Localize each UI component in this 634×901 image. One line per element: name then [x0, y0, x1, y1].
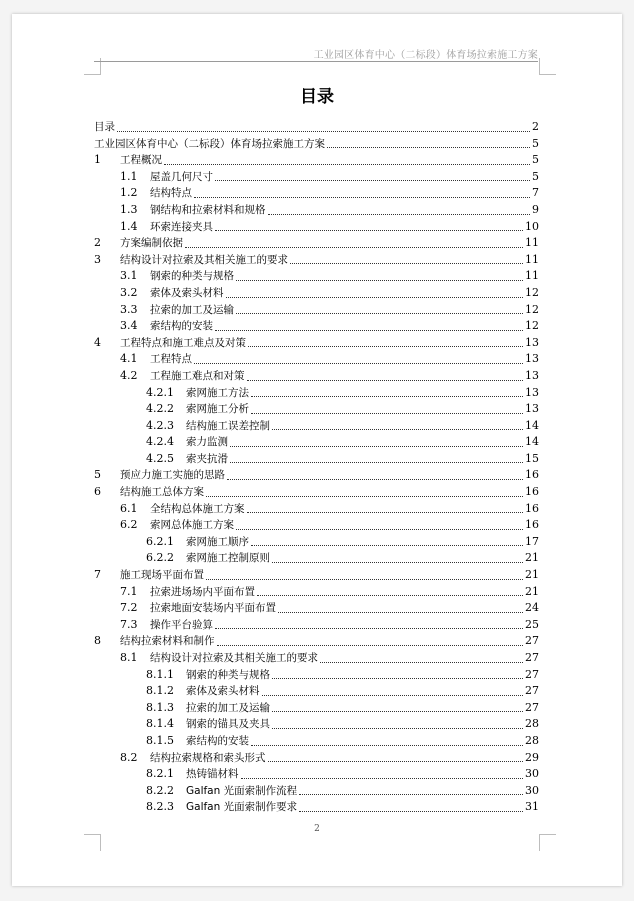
toc-entry-page: 5 — [532, 153, 539, 167]
toc-entry[interactable] — [94, 517, 539, 534]
toc-dot-leader — [320, 662, 523, 663]
toc-dot-leader — [206, 579, 523, 580]
toc-entry-label: 索网总体施工方案 — [150, 519, 234, 532]
toc-entry-label: 操作平台验算 — [150, 618, 213, 631]
toc-entry-label: 工程特点和施工难点及对策 — [120, 336, 246, 349]
toc-entry-page: 13 — [525, 385, 539, 399]
toc-entry-label: 工程特点 — [150, 353, 192, 366]
toc-dot-leader — [247, 380, 524, 381]
toc-entry-label: 钢索的种类与规格 — [186, 668, 270, 681]
toc-dot-leader — [248, 346, 523, 347]
toc-dot-leader — [215, 628, 523, 629]
toc-entry[interactable] — [94, 501, 539, 518]
toc-entry[interactable] — [94, 667, 539, 684]
toc-entry-number: 1 — [94, 153, 101, 167]
toc-entry-page: 21 — [525, 551, 539, 565]
toc-entry-page: 16 — [525, 501, 539, 515]
toc-dot-leader — [194, 363, 523, 364]
crop-mark-top-right — [539, 58, 556, 75]
toc-entry-label: 索网施工分析 — [186, 403, 249, 416]
toc-entry[interactable] — [94, 119, 539, 136]
toc-entry[interactable] — [94, 750, 539, 767]
toc-entry-page: 25 — [525, 617, 539, 631]
toc-entry-label: 屋盖几何尺寸 — [150, 170, 213, 183]
toc-entry-page: 30 — [525, 767, 539, 781]
toc-entry-label: Galfan 光面索制作流程 — [186, 784, 298, 797]
toc-entry-number: 6 — [94, 485, 101, 499]
toc-entry-label: 索体及索头材料 — [150, 286, 224, 299]
toc-entry-number: 3.2 — [120, 285, 138, 299]
toc-entry-label: 结构特点 — [150, 187, 192, 200]
toc-entry[interactable] — [94, 202, 539, 219]
toc-entry-page: 17 — [525, 534, 539, 548]
toc-entry-page: 27 — [525, 700, 539, 714]
toc-entry[interactable] — [94, 600, 539, 617]
toc-dot-leader — [327, 147, 530, 148]
crop-mark-bottom-right — [539, 834, 556, 851]
toc-entry-number: 8.1.3 — [146, 700, 174, 714]
toc-dot-leader — [251, 545, 523, 546]
toc-entry-label: 结构施工总体方案 — [120, 486, 204, 499]
toc-dot-leader — [247, 512, 524, 513]
toc-entry-page: 10 — [525, 219, 539, 233]
toc-title: 目录 — [300, 87, 334, 107]
toc-entry-page: 9 — [532, 202, 539, 216]
toc-dot-leader — [206, 496, 523, 497]
toc-dot-leader — [299, 811, 523, 812]
toc-dot-leader — [251, 413, 523, 414]
toc-dot-leader — [257, 595, 523, 596]
toc-entry-number: 1.1 — [120, 169, 138, 183]
toc-entry-page: 31 — [525, 800, 539, 814]
toc-dot-leader — [251, 745, 523, 746]
toc-entry-number: 8.1.5 — [146, 733, 174, 747]
toc-entry-page: 28 — [525, 733, 539, 747]
toc-dot-leader — [164, 164, 530, 165]
toc-entry-label: 索网施工控制原则 — [186, 552, 270, 565]
toc-entry-label: 索夹抗滑 — [186, 452, 228, 465]
toc-entry-label: 结构拉索规格和索头形式 — [150, 751, 266, 764]
toc-entry-page: 16 — [525, 518, 539, 532]
toc-entry-label: 工程概况 — [120, 154, 162, 167]
toc-entry[interactable] — [94, 252, 539, 269]
toc-dot-leader — [236, 529, 523, 530]
toc-entry[interactable] — [94, 584, 539, 601]
toc-entry[interactable] — [94, 169, 539, 186]
toc-entry-number: 4.2.4 — [146, 435, 174, 449]
toc-entry-number: 8 — [94, 634, 101, 648]
toc-entry-label: 结构施工误差控制 — [186, 419, 270, 432]
toc-entry-label: 结构设计对拉索及其相关施工的要求 — [150, 652, 318, 664]
toc-entry-number: 6.2.1 — [146, 534, 174, 548]
toc-entry-page: 21 — [525, 568, 539, 582]
toc-entry-page: 11 — [525, 252, 539, 266]
toc-entry-label: 热铸锚材料 — [186, 768, 239, 781]
toc-dot-leader — [278, 612, 523, 613]
toc-entry[interactable] — [94, 633, 539, 650]
toc-entry-number: 8.1 — [120, 651, 138, 664]
toc-dot-leader — [272, 429, 523, 430]
toc-entry-label: 施工现场平面布置 — [120, 569, 204, 582]
toc-dot-leader — [194, 197, 530, 198]
toc-entry-page: 14 — [525, 435, 539, 449]
toc-entry[interactable] — [94, 351, 539, 368]
toc-entry-page: 27 — [525, 684, 539, 698]
toc-entry-page: 12 — [525, 319, 539, 333]
toc-dot-leader — [241, 778, 524, 779]
toc-dot-leader — [215, 230, 523, 231]
toc-dot-leader — [230, 462, 523, 463]
toc-entry[interactable] — [94, 534, 539, 551]
toc-entry-number: 1.3 — [120, 202, 138, 216]
toc-entry-page: 13 — [525, 368, 539, 382]
toc-entry-label: 工程施工难点和对策 — [150, 369, 245, 382]
toc-entry-page: 11 — [525, 269, 539, 283]
toc-entry-page: 13 — [525, 402, 539, 416]
toc-entry[interactable] — [94, 434, 539, 451]
toc-entry[interactable] — [94, 484, 539, 501]
toc-entry-number: 6.2 — [120, 518, 138, 532]
toc-entry-label: 全结构总体施工方案 — [150, 502, 245, 515]
toc-entry[interactable] — [94, 285, 539, 302]
toc-entry-label: 拉索的加工及运输 — [186, 701, 270, 714]
toc-entry[interactable] — [94, 550, 539, 567]
toc-entry-page: 27 — [525, 651, 539, 664]
toc-dot-leader — [226, 297, 524, 298]
toc-entry-label: Galfan 光面索制作要求 — [186, 801, 298, 814]
toc-entry-number: 4.2.1 — [146, 385, 174, 399]
toc-entry-page: 12 — [525, 285, 539, 299]
toc-dot-leader — [268, 214, 531, 215]
toc-dot-leader — [230, 446, 523, 447]
toc-entry-number: 7.1 — [120, 584, 138, 598]
toc-entry-number: 4.2 — [120, 368, 138, 382]
toc-entry[interactable] — [94, 418, 539, 435]
toc-entry-label: 拉索地面安装场内平面布置 — [150, 602, 276, 615]
toc-entry-number: 4.2.5 — [146, 451, 174, 465]
toc-entry-page: 5 — [532, 169, 539, 183]
toc-dot-leader — [251, 396, 523, 397]
toc-entry-number: 3.4 — [120, 319, 138, 333]
toc-entry[interactable] — [94, 451, 539, 468]
toc-dot-leader — [217, 645, 524, 646]
toc-entry-label: 索结构的安装 — [150, 320, 213, 333]
header-rule — [94, 61, 538, 62]
toc-entry-number: 8.1.1 — [146, 667, 174, 681]
toc-entry-label: 钢结构和拉索材料和规格 — [150, 203, 266, 216]
toc-entry-page: 13 — [525, 352, 539, 366]
toc-entry[interactable] — [94, 335, 539, 352]
toc-entry-page: 5 — [532, 136, 539, 150]
toc-entry-page: 28 — [525, 717, 539, 731]
toc-entry[interactable] — [94, 368, 539, 385]
toc-entry[interactable] — [94, 185, 539, 202]
toc-entry-number: 4.2.2 — [146, 402, 174, 416]
toc-entry[interactable] — [94, 799, 539, 816]
toc-entry[interactable] — [94, 385, 539, 402]
toc-entry-page: 15 — [525, 451, 539, 465]
page-number: 2 — [314, 824, 320, 834]
toc-entry[interactable] — [94, 302, 539, 319]
toc-entry-number: 8.2.3 — [146, 800, 174, 814]
toc-entry-page: 27 — [525, 667, 539, 681]
toc-entry-label: 钢索的锚具及夹具 — [186, 718, 270, 731]
table-of-contents — [94, 119, 539, 816]
toc-dot-leader — [272, 711, 523, 712]
toc-entry-number: 4 — [94, 335, 101, 349]
toc-entry[interactable] — [94, 401, 539, 418]
toc-entry-label: 结构设计对拉索及其相关施工的要求 — [120, 253, 288, 266]
toc-entry[interactable] — [94, 235, 539, 252]
toc-entry-number: 1.2 — [120, 186, 138, 200]
toc-entry-number: 8.2.2 — [146, 783, 174, 797]
toc-entry-number: 3.3 — [120, 302, 138, 316]
toc-entry-number: 8.2.1 — [146, 767, 174, 781]
toc-entry-label: 预应力施工实施的思路 — [120, 469, 225, 482]
toc-entry-number: 1.4 — [120, 219, 138, 233]
toc-dot-leader — [290, 263, 523, 264]
toc-entry-label: 拉索进场场内平面布置 — [150, 585, 255, 598]
toc-entry-page: 14 — [525, 418, 539, 432]
toc-entry[interactable] — [94, 318, 539, 335]
toc-entry-page: 13 — [525, 335, 539, 349]
toc-entry-label: 拉索的加工及运输 — [150, 303, 234, 316]
crop-mark-bottom-left — [84, 834, 101, 851]
toc-entry-page: 16 — [525, 485, 539, 499]
toc-entry-label: 索网施工方法 — [186, 386, 249, 399]
toc-dot-leader — [272, 678, 523, 679]
toc-entry-number: 4.2.3 — [146, 418, 174, 432]
toc-dot-leader — [117, 131, 530, 132]
toc-entry[interactable] — [94, 152, 539, 169]
toc-entry-label: 结构拉索材料和制作 — [120, 635, 215, 648]
toc-entry-number: 8.1.4 — [146, 717, 174, 731]
toc-entry[interactable] — [94, 783, 539, 800]
toc-entry[interactable] — [94, 716, 539, 733]
toc-entry-page: 29 — [525, 750, 539, 764]
toc-entry[interactable] — [94, 617, 539, 634]
toc-dot-leader — [185, 247, 523, 248]
toc-entry[interactable] — [94, 268, 539, 285]
toc-entry-number: 7 — [94, 568, 101, 582]
toc-entry[interactable] — [94, 733, 539, 750]
toc-entry-label: 索结构的安装 — [186, 734, 249, 747]
toc-entry-number: 6.1 — [120, 501, 138, 515]
toc-dot-leader — [268, 761, 524, 762]
toc-entry-label: 目录 — [94, 121, 115, 133]
toc-entry-page: 24 — [525, 601, 539, 615]
toc-entry-page: 30 — [525, 783, 539, 797]
toc-entry-label: 索力监测 — [186, 436, 228, 449]
toc-entry-number: 5 — [94, 468, 101, 482]
toc-dot-leader — [236, 313, 523, 314]
toc-entry-label: 环索连接夹具 — [150, 220, 213, 233]
toc-entry[interactable] — [94, 683, 539, 700]
toc-entry-number: 3.1 — [120, 269, 138, 283]
toc-dot-leader — [272, 562, 523, 563]
toc-entry-label: 索网施工顺序 — [186, 535, 249, 548]
toc-entry[interactable] — [94, 567, 539, 584]
toc-dot-leader — [262, 695, 524, 696]
toc-entry[interactable] — [94, 700, 539, 717]
toc-entry-page: 12 — [525, 302, 539, 316]
toc-dot-leader — [215, 180, 530, 181]
toc-entry-number: 8.1.2 — [146, 684, 174, 698]
toc-entry-number: 6.2.2 — [146, 551, 174, 565]
toc-dot-leader — [227, 479, 523, 480]
toc-dot-leader — [236, 280, 523, 281]
toc-dot-leader — [299, 794, 523, 795]
toc-entry-number: 7.2 — [120, 601, 138, 615]
toc-entry-page: 11 — [525, 236, 539, 250]
toc-entry-page: 7 — [532, 186, 539, 200]
running-header: 工业园区体育中心（二标段）体育场拉索施工方案 — [313, 50, 538, 61]
toc-entry-page: 16 — [525, 468, 539, 482]
toc-dot-leader — [215, 330, 523, 331]
toc-entry-label: 方案编制依据 — [120, 237, 183, 250]
toc-entry-page: 27 — [525, 634, 539, 648]
toc-entry-number: 7.3 — [120, 617, 138, 631]
toc-entry-page: 21 — [525, 584, 539, 598]
toc-dot-leader — [272, 728, 523, 729]
toc-entry-label: 钢索的种类与规格 — [150, 270, 234, 283]
toc-entry-label: 工业园区体育中心（二标段）体育场拉索施工方案 — [94, 137, 325, 150]
toc-entry-number: 8.2 — [120, 750, 138, 764]
toc-entry-page: 2 — [532, 120, 539, 133]
toc-entry[interactable] — [94, 766, 539, 783]
toc-entry-number: 2 — [94, 236, 101, 250]
toc-entry[interactable] — [94, 467, 539, 484]
toc-entry[interactable] — [94, 219, 539, 236]
toc-entry[interactable] — [94, 650, 539, 667]
toc-entry-label: 索体及索头材料 — [186, 685, 260, 698]
toc-entry[interactable] — [94, 136, 539, 153]
toc-entry-number: 4.1 — [120, 352, 138, 366]
toc-entry-number: 3 — [94, 252, 101, 266]
document-page — [12, 14, 622, 886]
